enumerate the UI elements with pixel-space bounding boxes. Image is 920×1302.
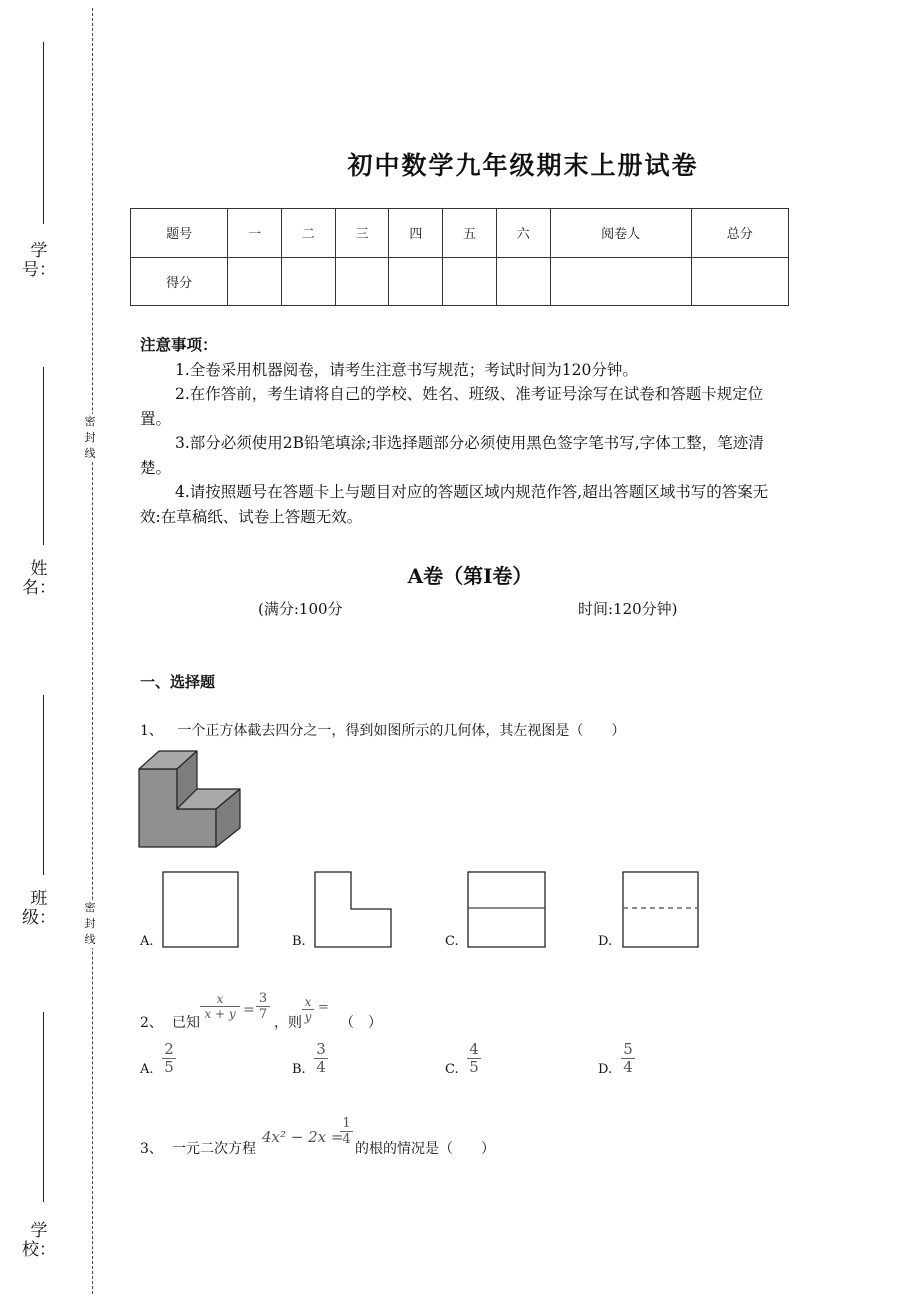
part-title: 一、选择题 (140, 673, 216, 691)
fraction-numerator: 5 (623, 1040, 633, 1058)
question-text: 一个正方体截去四分之一，得到如图所示的几何体，其左视图是（ ） (177, 723, 626, 739)
table-cell: 四 (389, 209, 443, 258)
score-cell[interactable] (550, 257, 691, 306)
score-cell[interactable] (691, 257, 788, 306)
option-b-l-shape-view[interactable] (314, 871, 394, 949)
table-cell: 三 (335, 209, 389, 258)
fraction-numerator: 4 (469, 1040, 479, 1058)
score-cell[interactable] (282, 257, 336, 306)
fraction-denominator: 4 (316, 1058, 326, 1076)
note-item: 2.在作答前，考生请将自己的学校、姓名、班级、准考证号涂写在试卷和答题卡规定位置。 (140, 385, 764, 428)
q2-option-d-fraction[interactable] (621, 1042, 635, 1075)
school-line (43, 1012, 44, 1202)
option-d-label[interactable]: D. (598, 934, 613, 949)
class-label: 班级： (22, 889, 56, 928)
table-cell: 总分 (691, 209, 788, 258)
student-id-label: 学号： (22, 241, 56, 280)
fraction-numerator: 3 (316, 1040, 326, 1058)
exam-title: 初中数学九年级期末上册试卷 (347, 151, 699, 180)
name-line (43, 367, 44, 545)
score-table-header-row (131, 209, 789, 258)
solid-figure-icon (136, 748, 244, 850)
fraction-denominator: y (304, 1010, 312, 1024)
fraction-denominator: 7 (258, 1007, 268, 1022)
fraction-numerator: x (216, 992, 224, 1006)
table-cell: 得分 (131, 257, 228, 306)
equation-rhs-fraction (340, 1117, 353, 1146)
section-title: A卷（第I卷） (407, 564, 533, 588)
fraction-numerator: 3 (258, 991, 268, 1006)
seal-text-bottom (82, 900, 98, 948)
seal-dashed-line (92, 8, 93, 1294)
given-equals-sign: = (243, 1002, 255, 1018)
score-table (130, 208, 789, 306)
seal-char: 密 (84, 415, 96, 428)
option-c-solid-line-view[interactable] (467, 871, 547, 949)
fraction-numerator: x (304, 995, 312, 1009)
score-cell[interactable] (228, 257, 282, 306)
score-cell[interactable] (496, 257, 550, 306)
fraction-denominator: x + y (204, 1007, 236, 1021)
fraction-numerator: 2 (164, 1040, 174, 1058)
equation-lhs: 4x² − 2x = (262, 1128, 344, 1146)
q2-option-d-label[interactable]: D. (598, 1062, 613, 1077)
seal-char: 线 (84, 447, 96, 460)
ask-equals-sign: = (318, 1000, 329, 1015)
fraction-denominator: 5 (469, 1058, 479, 1076)
time-text: 时间:120分钟) (578, 600, 678, 618)
score-cell[interactable] (335, 257, 389, 306)
table-cell: 阅卷人 (550, 209, 691, 258)
note-item: 3.部分必须使用2B铅笔填涂;非选择题部分必须使用黑色签字笔书写,字体工整，笔迹清楚。 (140, 434, 764, 477)
fraction-numerator: 1 (342, 1116, 351, 1131)
question-2-pre-text: 已知 (172, 1015, 200, 1031)
seal-char: 密 (84, 901, 96, 914)
option-d-dashed-line-view[interactable] (622, 871, 700, 949)
option-b-label[interactable]: B. (292, 934, 306, 949)
name-label: 姓名： (22, 559, 56, 598)
school-label: 学校： (22, 1221, 56, 1260)
seal-char: 封 (84, 917, 96, 930)
question-3-post-text: 的根的情况是（ ） (355, 1141, 495, 1157)
table-cell: 五 (443, 209, 497, 258)
q2-option-a-label[interactable]: A. (140, 1062, 154, 1077)
q2-option-a-fraction[interactable] (162, 1042, 176, 1075)
note-item: 1.全卷采用机器阅卷，请考生注意书写规范；考试时间为120分钟。 (175, 360, 638, 379)
table-cell: 一 (228, 209, 282, 258)
question-3-pre-text: 一元二次方程 (172, 1141, 256, 1157)
note-item: 4.请按照题号在答题卡上与题目对应的答题区域内规范作答,超出答题区域书写的答案无效:在草稿纸、试卷上答题无效。 (140, 483, 769, 526)
q2-option-b-fraction[interactable] (314, 1042, 328, 1075)
fraction-denominator: 5 (164, 1058, 174, 1076)
exam-notes (140, 333, 785, 529)
full-score-text: (满分:100分 (258, 600, 343, 618)
notes-heading: 注意事项： (140, 335, 218, 354)
seal-char: 封 (84, 431, 96, 444)
q2-option-c-fraction[interactable] (467, 1042, 481, 1075)
score-table-score-row (131, 257, 789, 306)
fraction-denominator: 4 (342, 1132, 351, 1147)
given-rhs-fraction (256, 992, 270, 1021)
question-2-mid-text: ，则 (274, 1015, 302, 1031)
question-2-number: 2、 (140, 1015, 163, 1031)
option-a-label[interactable]: A. (140, 934, 154, 949)
option-c-label[interactable]: C. (445, 934, 459, 949)
score-cell[interactable] (389, 257, 443, 306)
question-3-number: 3、 (140, 1141, 163, 1157)
table-cell: 二 (282, 209, 336, 258)
question-2-post-text: （ ） (340, 1015, 382, 1031)
q2-option-c-label[interactable]: C. (445, 1062, 459, 1077)
ask-fraction (302, 996, 314, 1023)
fraction-denominator: 4 (623, 1058, 633, 1076)
given-lhs-fraction (200, 993, 240, 1020)
question-number: 1、 (140, 723, 163, 739)
seal-text-top (82, 414, 98, 462)
table-cell: 题号 (131, 209, 228, 258)
q2-option-b-label[interactable]: B. (292, 1062, 306, 1077)
score-cell[interactable] (443, 257, 497, 306)
class-line (43, 695, 44, 875)
question-1 (140, 720, 625, 740)
student-id-line (43, 42, 44, 224)
option-a-square-view[interactable] (162, 871, 240, 949)
seal-char: 线 (84, 933, 96, 946)
table-cell: 六 (496, 209, 550, 258)
